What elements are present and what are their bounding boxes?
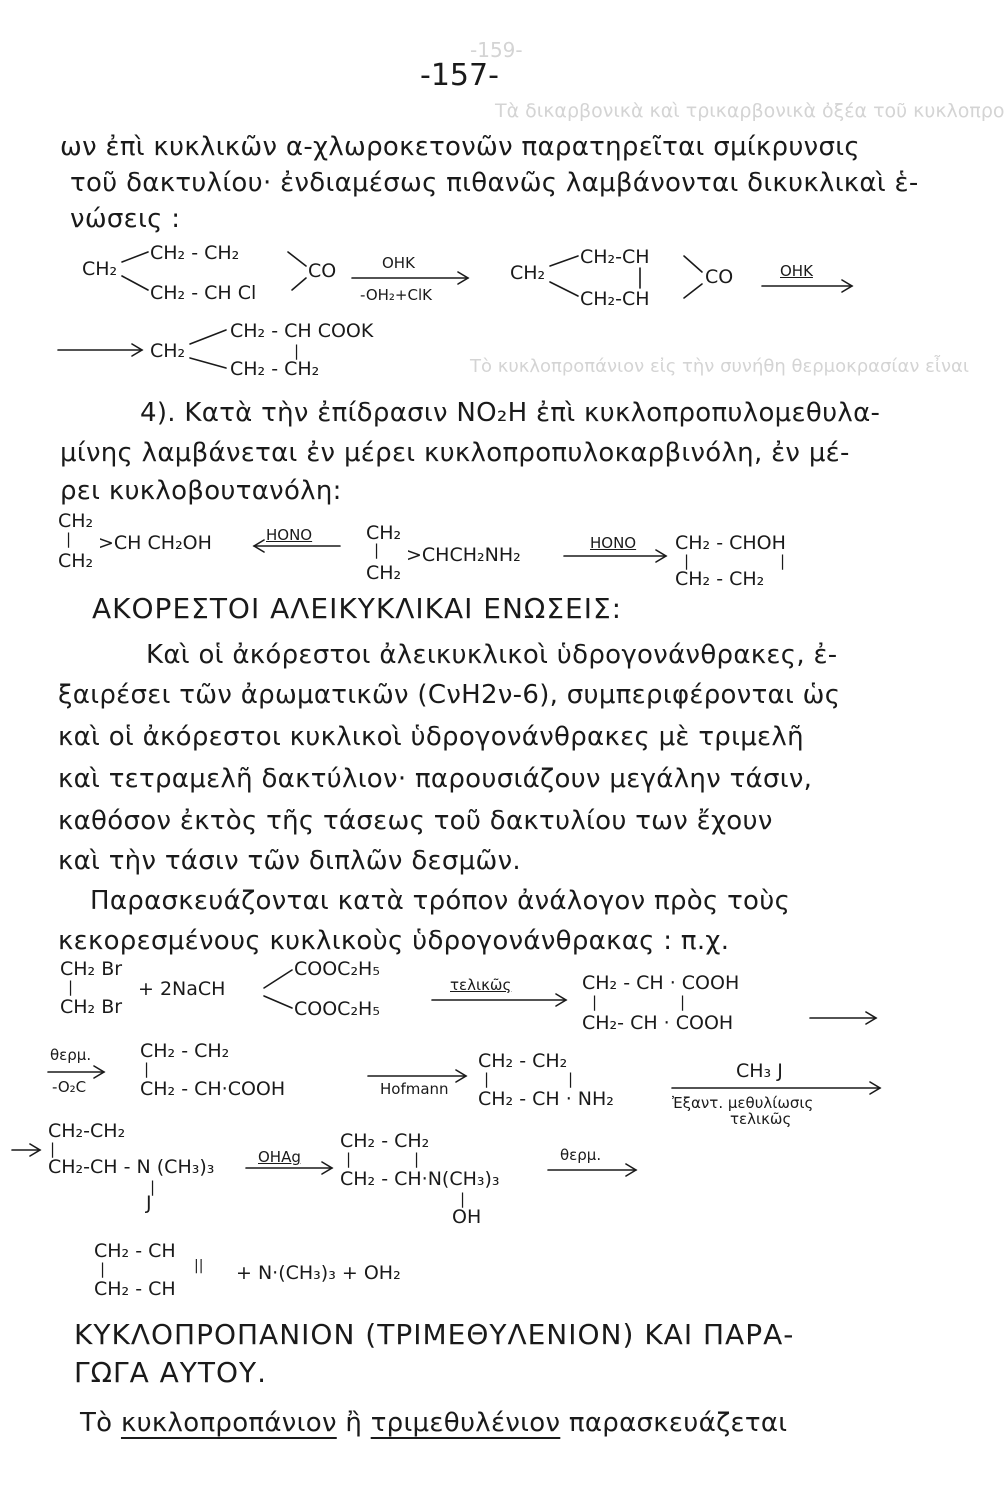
last-line-suffix: παρασκευάζεται <box>568 1408 788 1438</box>
last-line-prefix: Τὸ <box>80 1408 113 1438</box>
rxn4-s2-bottom: CH₂ - CH · NH₂ <box>478 1088 614 1110</box>
section-heading-unsaturated: ΑΚΟΡΕΣΤΟΙ ΑΛΕΙΚΥΚΛΙΚΑΙ ΕΝΩΣΕΙΣ: <box>92 592 623 625</box>
rxn4-s2-bond: | <box>484 1070 490 1088</box>
rxn2-reactant-bottom: CH₂ <box>366 562 402 584</box>
rxn4-reagent-bottom2: τελικῶς <box>730 1110 792 1128</box>
rxn6-rest: + N·(CH₃)₃ + OH₂ <box>236 1262 401 1284</box>
bleed-page-number: -159- <box>470 38 523 62</box>
rxn5-condition: θερμ. <box>560 1146 602 1164</box>
rxn3-product-bond: | <box>592 993 598 1011</box>
rxn1-reagent-above: OHK <box>382 254 415 272</box>
term-trimethylene: τριμεθυλένιον <box>370 1408 561 1438</box>
rxn1-reactant-bond-down <box>122 276 148 290</box>
rxn1-reagent-below: -OH₂+ClK <box>360 286 432 304</box>
rxn2-reactant-top: CH₂ <box>366 522 402 544</box>
rxn5-s2-top: CH₂ - CH₂ <box>340 1130 430 1152</box>
rxn5-s1-bond: | <box>50 1140 56 1158</box>
rxn1-reagent2: OHK <box>780 262 813 280</box>
para3-line2: ξαιρέσει τῶν ἀρωματικῶν (CνH2ν-6), συμπεριφέρονται ὡς <box>58 680 841 710</box>
rxn1-reactant-bond-up <box>122 252 148 262</box>
rxn3-ester-bottom: COOC₂H₅ <box>294 998 380 1020</box>
rxn1-reactant-bottom: CH₂ - CH Cl <box>150 282 257 304</box>
rxn1-reactant-top: CH₂ - CH₂ <box>150 242 240 264</box>
rxn1-product-bottom: CH₂ - CH₂ <box>230 358 320 380</box>
rxn4-reagent-top: CH₃ J <box>736 1060 783 1082</box>
rxn3-condition: τελικῶς <box>450 976 512 994</box>
page-number: -157- <box>420 58 499 93</box>
para4-line2: κεκορεσμένους κυκλικοὺς ὑδρογονάνθρακας : π.χ. <box>58 926 730 956</box>
rxn1-intermediate-left: CH₂ <box>510 262 546 284</box>
rxn1-reactant-bond-co-up <box>288 252 306 266</box>
para4-line1: Παρασκευάζονται κατὰ τρόπον ἀνάλογον πρὸς τοὺς <box>90 886 791 916</box>
section-heading-cyclopropane-2: ΓΩΓΑ ΑΥΤΟΥ. <box>74 1356 268 1389</box>
rxn3-r1-bottom: CH₂ Br <box>60 996 123 1018</box>
rxn5-s1-top: CH₂-CH₂ <box>48 1120 126 1142</box>
rxn4-arrow-label: Hofmann <box>380 1080 449 1098</box>
para3-line1: Καὶ οἱ ἀκόρεστοι ἀλεικυκλικοὶ ὑδρογονάνθρακες, ἐ- <box>146 640 838 670</box>
rxn2-right-bond-2: | <box>780 552 786 570</box>
rxn5-s2-bottom: CH₂ - CH·N(CH₃)₃ <box>340 1168 500 1190</box>
rxn1-intermediate-bottom: CH₂-CH <box>580 288 650 310</box>
para3-line5: καθόσον ἐκτὸς τῆς τάσεως τοῦ δακτυλίου των ἔχουν <box>58 806 773 836</box>
rxn3-product-bottom: CH₂- CH · COOH <box>582 1012 734 1034</box>
rxn1-product-bond: | <box>294 342 300 360</box>
rxn4-s1-bottom: CH₂ - CH·COOH <box>140 1078 286 1100</box>
rxn1-product-bond-up <box>190 330 226 344</box>
rxn1-reactant-group: CO <box>308 260 337 282</box>
term-cyclopropane: κυκλοπροπάνιον <box>120 1408 337 1438</box>
rxn3-product-top: CH₂ - CH · COOH <box>582 972 740 994</box>
rxn2-reactant-group: >CHCH₂NH₂ <box>406 544 521 566</box>
rxn5-reagent: OHAg <box>258 1148 301 1166</box>
rxn1-intermediate-group: CO <box>705 266 734 288</box>
rxn5-s2-bond-2: | <box>414 1150 420 1168</box>
rxn6-bond: | <box>100 1260 106 1278</box>
bleed-text-mid: Τὸ κυκλοπροπάνιον εἰς τὴν συνήθη θερμοκρασίαν εἶναι <box>470 356 969 377</box>
rxn5-s2-bond: | <box>346 1150 352 1168</box>
rxn2-right-bottom: CH₂ - CH₂ <box>675 568 765 590</box>
rxn3-product-bond-2: | <box>680 993 686 1011</box>
para3-line3: καὶ οἱ ἀκόρεστοι κυκλικοὶ ὑδρογονάνθρακες μὲ τριμελῆ <box>58 722 804 752</box>
last-line-conj: ἢ <box>345 1408 363 1438</box>
rxn2-left-top: CH₂ <box>58 510 94 532</box>
rxn5-s2-bond-3: | <box>460 1190 466 1208</box>
rxn1-reactant-bond-co-down <box>292 278 306 290</box>
rxn4-cond-top: θερμ. <box>50 1046 92 1064</box>
rxn2-left-bottom: CH₂ <box>58 550 94 572</box>
para3-line4: καὶ τετραμελῆ δακτύλιον· παρουσιάζουν μεγάλην τάσιν, <box>58 764 813 794</box>
rxn1-intermediate-bond-up <box>550 256 578 266</box>
rxn1-product-left: CH₂ <box>150 340 186 362</box>
rxn6-double-bond: || <box>194 1258 204 1274</box>
rxn4-s2-top: CH₂ - CH₂ <box>478 1050 568 1072</box>
rxn1-intermediate-top: CH₂-CH <box>580 246 650 268</box>
rxn3-r1-top: CH₂ Br <box>60 958 123 980</box>
rxn2-reagent-left: HONO <box>266 526 313 544</box>
rxn2-left-bond: | <box>66 530 72 548</box>
rxn5-s1-j: J <box>146 1192 152 1214</box>
rxn3-plus-reagent: + 2NaCH <box>138 978 226 1000</box>
para1-line2: τοῦ δακτυλίου· ἐνδιαμέσως πιθανῶς λαμβάνονται δικυκλικαὶ ἑ- <box>70 168 919 198</box>
rxn1-intermediate-bond-down <box>550 282 578 296</box>
rxn3-ester-bond-down <box>264 996 292 1008</box>
rxn4-s1-top: CH₂ - CH₂ <box>140 1040 230 1062</box>
para1-line1: ων ἐπὶ κυκλικῶν α-χλωροκετονῶν παρατηρεῖται σμίκρυνσις <box>60 132 860 162</box>
rxn4-reagent-bottom1: Ἐξαντ. μεθυλίωσις <box>672 1094 814 1112</box>
para2-line3: ρει κυκλοβουτανόλη: <box>60 476 342 506</box>
rxn2-left-group: >CH CH₂OH <box>98 532 212 554</box>
rxn3-ester-bond-up <box>264 970 292 988</box>
rxn3-r1-bond: | <box>68 978 74 996</box>
rxn4-s1-bond: | <box>144 1060 150 1078</box>
rxn4-s2-bond-2: | <box>568 1070 574 1088</box>
rxn4-cond-bottom: -O₂C <box>52 1078 87 1096</box>
rxn2-right-bond: | <box>684 552 690 570</box>
bleed-text-top: Τὰ δικαρβονικὰ καὶ τρικαρβονικὰ ὀξέα τοῦ κυκλοπρο <box>495 100 1005 122</box>
para2-line1: 4). Κατὰ τὴν ἐπίδρασιν NO₂H ἐπὶ κυκλοπροπυλομεθυλα- <box>140 398 881 428</box>
rxn1-intermediate-bond-co-down <box>684 284 702 298</box>
rxn1-intermediate-bond-co-up <box>684 256 702 272</box>
rxn2-reactant-bond: | <box>374 541 380 559</box>
rxn6-top: CH₂ - CH <box>94 1240 176 1262</box>
rxn2-right-top: CH₂ - CHOH <box>675 532 786 554</box>
rxn3-ester-top: COOC₂H₅ <box>294 958 380 980</box>
rxn1-reactant-left: CH₂ <box>82 258 118 280</box>
rxn5-s1-bottom: CH₂-CH - N (CH₃)₃ <box>48 1156 215 1178</box>
rxn5-s1-bond-2: | <box>150 1178 156 1196</box>
rxn5-s2-oh: OH <box>452 1206 482 1228</box>
rxn1-product-bond-down <box>190 358 226 368</box>
rxn2-reagent-right: HONO <box>590 534 637 552</box>
para1-line3: νώσεις : <box>70 204 181 234</box>
rxn1-product-top: CH₂ - CH COOK <box>230 320 374 342</box>
para3-line6: καὶ τὴν τάσιν τῶν διπλῶν δεσμῶν. <box>58 846 521 876</box>
para2-line2: μίνης λαμβάνεται ἐν μέρει κυκλοπροπυλοκαρβινόλη, ἐν μέ- <box>60 438 850 468</box>
section-heading-cyclopropane-1: ΚΥΚΛΟΠΡΟΠΑΝΙΟΝ (ΤΡΙΜΕΘΥΛΕΝΙΟΝ) ΚΑΙ ΠΑΡΑ- <box>74 1318 795 1351</box>
rxn6-bottom: CH₂ - CH <box>94 1278 176 1300</box>
